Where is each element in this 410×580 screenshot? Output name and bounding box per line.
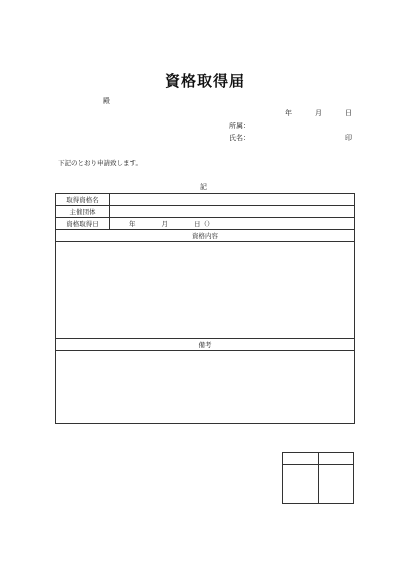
acquisition-date-field[interactable]: [110, 218, 355, 230]
content-area[interactable]: [56, 242, 355, 339]
acquisition-date-label: 資格取得日: [56, 218, 110, 230]
affiliation-label: 所属：: [229, 122, 250, 130]
acquisition-month-label: 月: [161, 220, 168, 228]
table-row: [56, 194, 355, 206]
qualification-name-label: 取得資格名: [56, 194, 110, 206]
stamp-header-cell: [318, 453, 354, 465]
table-row: [283, 453, 354, 465]
acquisition-day-label: 日（）: [194, 220, 214, 228]
date-year-label: 年: [285, 109, 292, 117]
table-row: [56, 206, 355, 218]
stamp-cell[interactable]: [283, 465, 319, 504]
approval-stamp-box: [282, 452, 354, 504]
organizer-field[interactable]: [110, 206, 355, 218]
intro-text: 下記のとおり申請致します。: [58, 159, 142, 167]
stamp-cell[interactable]: [318, 465, 354, 504]
table-row: [56, 351, 355, 424]
table-row: [56, 230, 355, 242]
document-title: 資格取得届: [164, 72, 245, 90]
table-row: [56, 339, 355, 351]
ki-heading: 記: [200, 183, 207, 191]
table-row: [56, 242, 355, 339]
date-day-label: 日: [345, 109, 352, 117]
remarks-area[interactable]: [56, 351, 355, 424]
remarks-heading: 備考: [56, 339, 355, 351]
stamp-header-cell: [283, 453, 319, 465]
application-form-table: [55, 193, 355, 424]
addressee-suffix: 殿: [103, 97, 110, 105]
table-row: [56, 218, 355, 230]
seal-mark: 印: [345, 134, 352, 142]
acquisition-year-label: 年: [129, 220, 136, 228]
table-row: [283, 465, 354, 504]
date-month-label: 月: [315, 109, 322, 117]
qualification-name-field[interactable]: [110, 194, 355, 206]
organizer-label: 主催団体: [56, 206, 110, 218]
content-heading: 資格内容: [56, 230, 355, 242]
name-label: 氏名：: [229, 134, 250, 142]
